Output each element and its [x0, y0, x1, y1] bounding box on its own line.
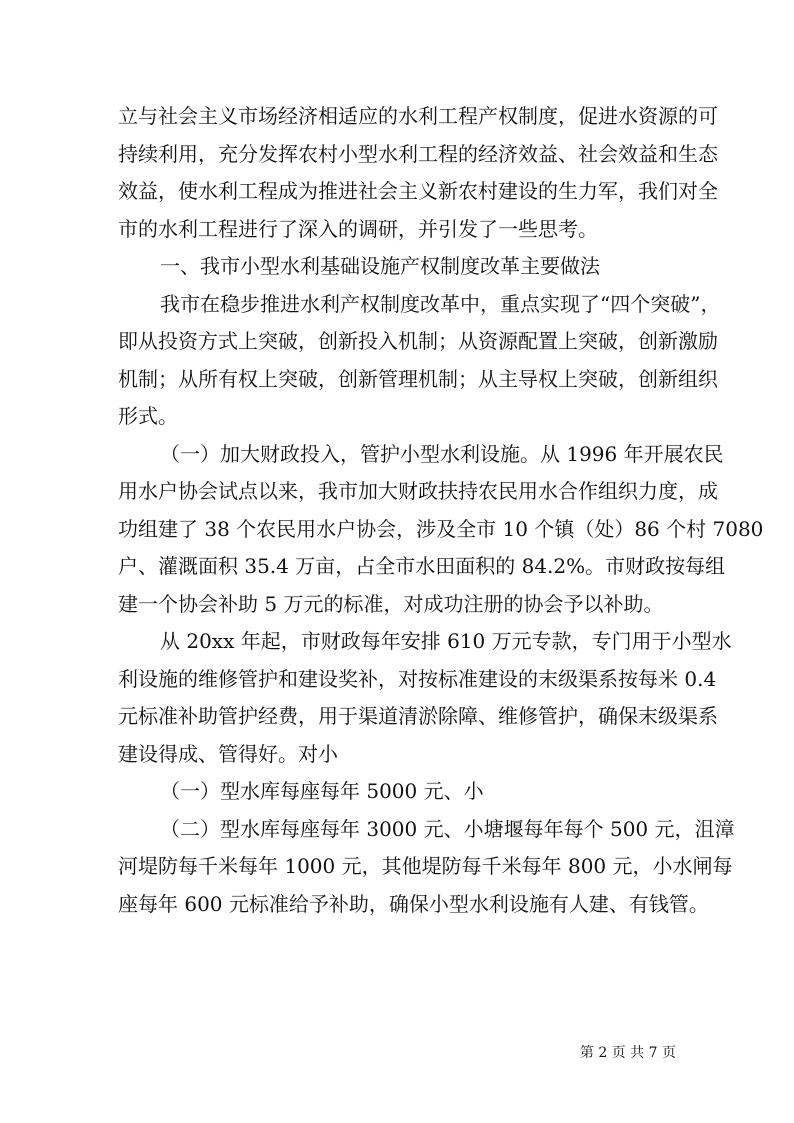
text-line: 立与社会主义市场经济相适应的水利工程产权制度，促进水资源的可 [118, 104, 718, 128]
text-line: 从 20xx 年起，市财政每年安排 610 万元专款，专门用于小型水 [160, 629, 732, 653]
text-line: 建设得成、管得好。对小 [118, 741, 338, 766]
text-line: 机制；从所有权上突破，创新管理机制；从主导权上突破，创新组织 [118, 366, 718, 391]
text-line: 持续利用，充分发挥农村小型水利工程的经济效益、社会效益和生态 [118, 141, 718, 166]
text-line: 利设施的维修管护和建设奖补，对按标准建设的末级渠系按每米 0.4 [118, 666, 717, 691]
text-line: （一）加大财政投入，管护小型水利设施。从 1996 年开展农民 [160, 441, 724, 466]
text-line: 即从投资方式上突破，创新投入机制；从资源配置上突破，创新激励 [118, 329, 718, 353]
text-line: 户、灌溉面积 35.4 万亩，占全市水田面积的 84.2%。市财政按每组 [118, 554, 726, 578]
text-line: 功组建了 38 个农民用水户协会，涉及全市 10 个镇（处）86 个村 7080 [118, 516, 764, 541]
text-line: 座每年 600 元标准给予补助，确保小型水利设施有人建、有钱管。 [118, 891, 709, 916]
text-line: （二）型水库每座每年 3000 元、小塘堰每年每个 500 元，沮漳 [160, 816, 735, 841]
text-line: 形式。 [118, 404, 178, 428]
text-line: 我市在稳步推进水利产权制度改革中，重点实现了“四个突破”， [160, 291, 721, 316]
document-body [118, 98, 764, 923]
text-line: 用水户协会试点以来，我市加大财政扶持农民用水合作组织力度，成 [118, 479, 718, 503]
text-line: 元标准补助管护经费，用于渠道清淤除障、维修管护，确保末级渠系 [118, 704, 718, 728]
section-heading: 一、我市小型水利基础设施产权制度改革主要做法 [160, 254, 600, 278]
text-line: （一）型水库每座每年 5000 元、小 [160, 779, 484, 803]
page-number: 第 2 页 共 7 页 [579, 1045, 676, 1061]
text-line: 河堤防每千米每年 1000 元，其他堤防每千米每年 800 元，小水闸每 [118, 854, 733, 878]
text-line: 效益，使水利工程成为推进社会主义新农村建设的生力军，我们对全 [118, 179, 718, 203]
text-line: 市的水利工程进行了深入的调研，并引发了一些思考。 [118, 216, 598, 241]
text-line: 建一个协会补助 5 万元的标准，对成功注册的协会予以补助。 [118, 591, 664, 616]
